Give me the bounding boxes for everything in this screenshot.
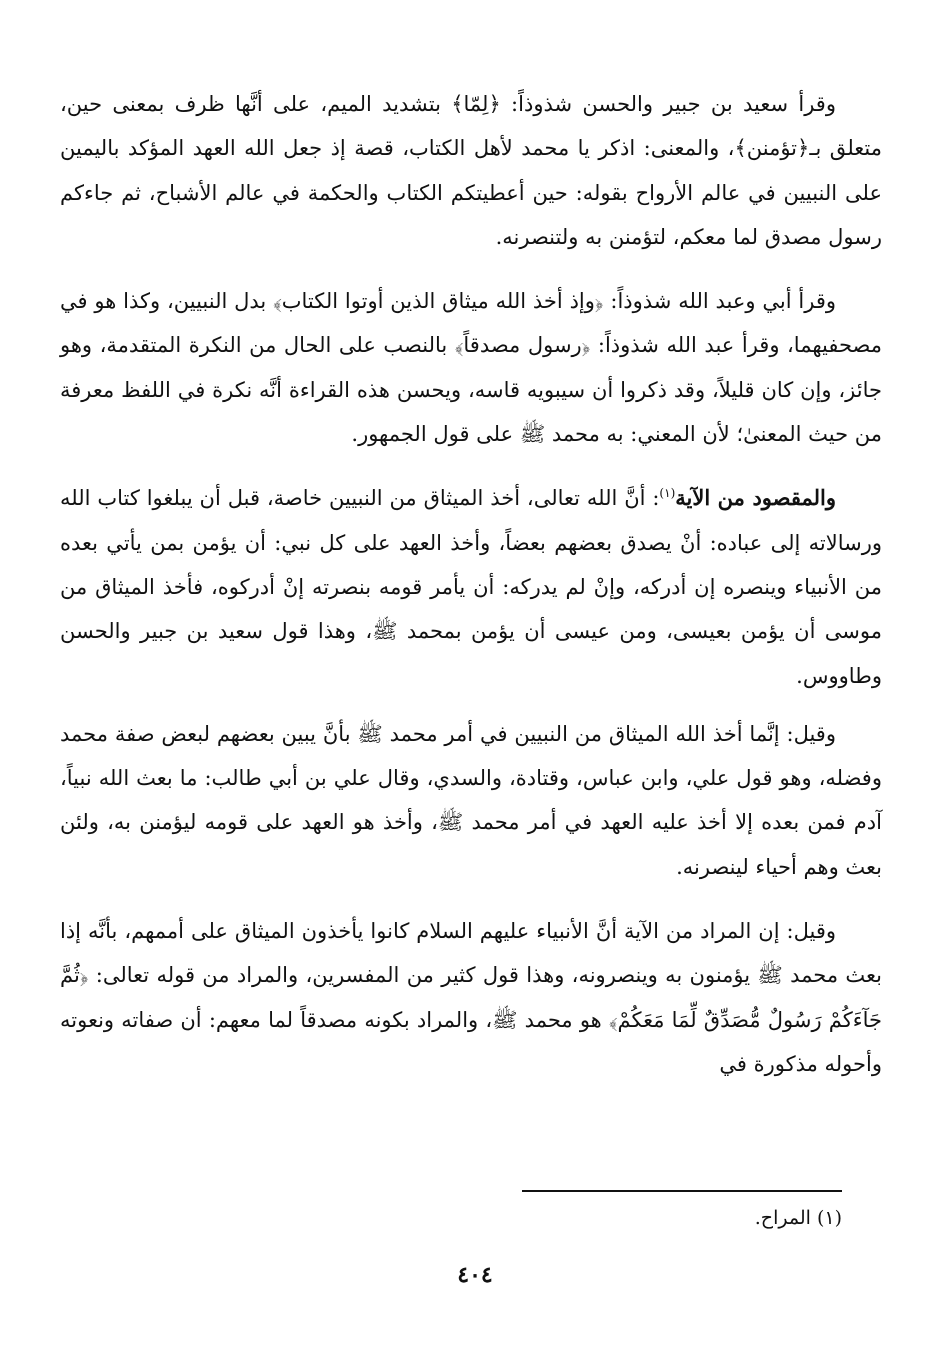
paragraph-qiraat-mithaq: وقرأ أبي وعبد الله شذوذاً: ﴿وإذ أخذ الله ميثاق الذين أوتوا الكتاب﴾ بدل النبيين، وكذا هو في مصحفيهما، وقرأ عبد الله شذوذاً: ﴿رسول مصدقاً﴾ بالنصب على الحال من النكرة المتقدمة، وهو جائز، وإن كان قليلاً، وقد ذكروا أن سيبويه قاسه، ويحسن هذه القراءة أنَّه نكرة في اللفظ معرفة من حيث المعنىٰ؛ لأن المعني: به محمد ﷺ على قول الجمهور. xyxy=(60,289,882,447)
paragraph-qiraat-lamma: وقرأ سعيد بن جبير والحسن شذوذاً: ﴿لِمّا﴾ بتشديد الميم، على أنَّها ظرف بمعنى حين، متعلق بـ﴿تؤمنن﴾، والمعنى: اذكر يا محمد لأهل الكتاب، قصة إذ جعل الله العهد المؤكد باليمين على النبيين في عالم الأرواح بقوله: حين أعطيتكم الكتاب والحكمة في عالم الأشباح، ثم جاءكم رسول مصدق لما معكم، لتؤمنن به ولتنصرنه. xyxy=(60,92,882,249)
paragraph-second-opinion: وقيل: إنَّما أخذ الله الميثاق من النبيين في أمر محمد ﷺ بأنَّ يبين بعضهم لبعض صفة محمد وفضله، وهو قول علي، وابن عباس، وقتادة، والسدي، وقال علي بن أبي طالب: ما بعث الله نبياً، آدم فمن بعده إلا أخذ عليه العهد في أمر محمد ﷺ، وأخذ هو العهد على قومه ليؤمنن به، ولئن بعث وهم أحياء لينصرنه. xyxy=(60,721,882,879)
footnote-marker: (١) xyxy=(816,1207,842,1229)
paragraph-purpose-of-verse xyxy=(60,476,882,697)
paragraph-third-opinion: وقيل: إن المراد من الآية أنَّ الأنبياء عليهم السلام كانوا يأخذون الميثاق على أممهم، بأنَّه إذا بعث محمد ﷺ يؤمنون به وينصرونه، وهذا قول كثير من المفسرين، والمراد من قوله تعالى: ﴿ثُمَّ جَآءَكُمْ رَسُولٌ مُّصَدِّقٌ لِّمَا مَعَكُمْ﴾ هو محمد ﷺ، والمراد بكونه مصدقاً لما معهم: أن صفاته ونعوته وأحوله مذكورة في xyxy=(60,919,882,1076)
footnote xyxy=(755,1203,842,1233)
page-number: ٤٠٤ xyxy=(457,1262,493,1288)
footnote-reference: (١) xyxy=(659,486,676,501)
footnote-text: المراح. xyxy=(754,1207,811,1229)
purpose-heading: والمقصود من الآية xyxy=(675,485,836,511)
purpose-text: : أنَّ الله تعالى، أخذ الميثاق من النبيين خاصة، قبل أن يبلغوا كتاب الله ورسالاته إلى عباده: أنْ يصدق بعضهم بعضاً، وأخذ العهد على كل نبي: أن يؤمن بمن يأتي بعده من الأنبياء وينصره إن أدركه، وإنْ لم يدركه: أن يأمر قومه بنصرته إنْ أدركوه، فأخذ الميثاق من موسى أن يؤمن بعيسى، ومن عيسى أن يؤمن بمحمد ﷺ، وهذا قول سعيد بن جبير والحسن وطاووس. xyxy=(60,486,882,688)
page-body xyxy=(60,82,882,1106)
footnote-separator xyxy=(522,1190,842,1192)
